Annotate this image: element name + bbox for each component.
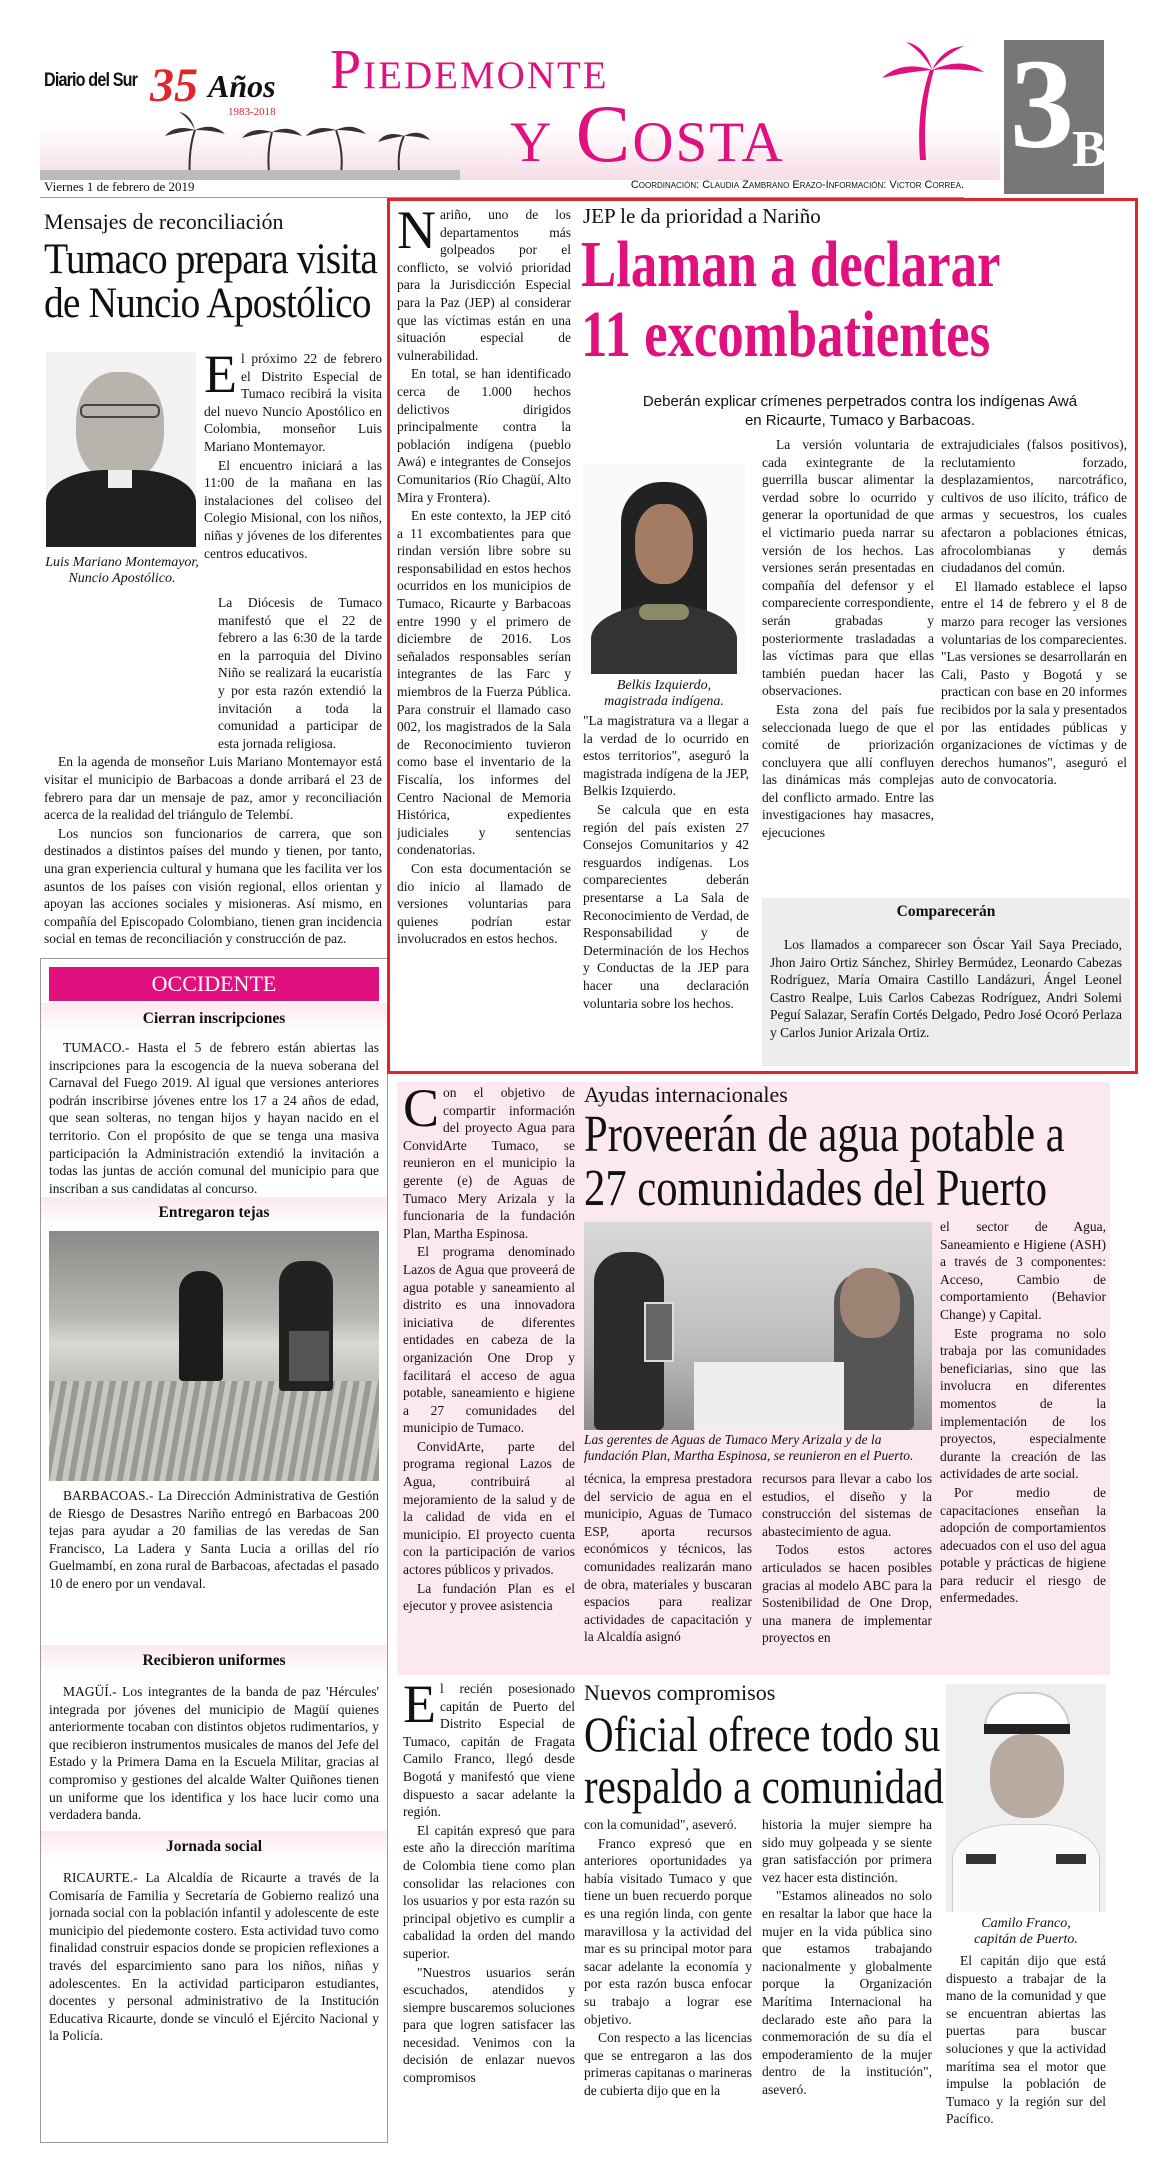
occidente-sidebar [40,958,388,2143]
diario-del-sur-logo: Diario del Sur [44,70,138,91]
oficial-col-1: El recién posesionado capitán de Puerto del Distrito Especial de Tumaco, capitán de Fragata Camilo Franco, llegó desde Bogotá y manifestó que viene dispuesto a sacar adelante la región. El capitán expresó que para este año la dirección marítima de Colombia tiene como plan consolidar las relaciones con los usuarios y por esta razón su principal objetivo es cumplir a cabalidad la orden del mando superior. "Nuestros usuarios serán escuchados, atendidos y siempre buscaremos soluciones para que logren satisfacer las necesidad. Venimos con la decisión de enlazar nuevos compromisos [403,1680,575,2086]
franco-photo [946,1684,1106,1912]
agua-headline-1: Proveerán de agua potable a [584,1106,1065,1163]
agua-col-2: técnica, la empresa prestadora del servicio de agua en el municipio, Aguas de Tumaco ESP, aporta recursos económicos y técnicos, las comunidades realizarán mano de obra, materiales y buscaran espacios para realizar actividades de capacitación y la Alcaldía asignó [584,1471,752,1645]
palm-trees-decoration [40,100,460,180]
occidente-item-1: Cierran inscripciones TUMACO.- Hasta el 5 de febrero están abiertas las inscripciones para la escogencia de la nueva soberana del Carnaval del Fuego 2019. Al igual que versiones anteriores podrán inscribirse jóvenes entre los 17 a 24 años de edad, que sean solteras, no tengan hijos y hayan nacido en el territorio. Con el propósito de que se tenga una masiva participación la Administración extendió la invitación a todas las juntas de acción comunal del municipio para que inscriban a sus candidatas al concurso. [41,1003,387,1193]
jep-headline-1: Llaman a declarar [581,228,1001,301]
jep-col-4: extrajudiciales (falsos positivos), reclutamiento forzado, desplazamientos, narcotráfico, cultivos de uso ilícito, tráfico de armas y secuestros, los cuales afectaron a poblaciones étnicas, afrocolombianas y demás ciudadanos del común. El llamado establece el lapso entre el 14 de febrero y el 8 de marzo para recoger las versiones voluntarias de los comparecientes. "Las versiones se desarrollarán en Cali, Pasto y Bogotá y se practican con base en 20 informes recibidos por la sala y presentados por las entidades públicas y organizaciones de víctimas y de derechos humanos", aseguró el auto de convocatoria. [941,437,1127,788]
jep-col-3: La versión voluntaria de cada exintegrante de la guerrilla buscar alimentar la verdad sobre lo ocurrido y generar la oportunidad de que el victimario pueda narrar su versión de los hechos. Las versiones serán presentadas en compañía del defensor y el compareciente correspondiente, serán grabadas y posteriormente trasladadas a las víctimas para que ellas también puedan hacer las observaciones. Esta zona del país fue seleccionada luego de que el comité de priorización concluyera que allí confluyen las dinámicas más complejas del conflicto armado. Entre las investigaciones hay masacres, ejecuciones [762,437,934,841]
franco-caption: Camilo Franco, capitán de Puerto. [974,1916,1078,1947]
nuncio-body-right: El próximo 22 de febrero el Distrito Especial de Tumaco recibirá la visita del nuevo Nuncio Apostólico en Colombia, monseñor Luis Mariano Montemayor. El encuentro iniciará a las 11:00 de la mañana en las instalaciones del coliseo del Colegio Misional, con los niños, niñas y jóvenes de los diferentes centros educativos. [204,350,382,561]
nuncio-body-full: La Diócesis de Tumaco manifestó que el 22 de febrero a las 6:30 de la tarde en la parroquia del Divino Niño se realizará la eucaristía y por esta razón extendió la invitación a toda la comunidad a participar de esta jornada religiosa. En la agenda de monseñor Luis Mariano Montemayor está visitar el municipio de Barbacoas a donde arribará el 23 de febrero para dar un mensaje de paz, amor y reconciliación acerca de la realidad del triángulo de Telembí. Los nuncios son funcionarios de carrera, que son destinados a distintos países del mundo y tienen, por tanto, una gran experiencia cultural y humana que les facilita ver los asuntos de los países con visión regional, ellos orientan y apoyan las acciones sociales y misioneras. Así mismo, en compañía del Episcopado Colombiano, tienen gran incidencia social en temas de reconciliación y construcción de paz. [44,595,382,947]
masthead [40,33,1107,180]
comparecеran-title: Comparecerán [896,903,996,920]
jep-dropcap: N [397,206,436,260]
oficial-headline-1: Oficial ofrece todo su [584,1706,941,1762]
occidente-item-4: Jornada social RICAURTE.- La Alcaldía de Ricaurte a través de la Comisaría de Familia y Secretaría de Gobierno realizó una jornada social con la población infantil y adolescente de este municipio del piedemonte costero. Esta actividad tuvo como finalidad construir espacios donde se propicien reflexiones a través del esparcimiento sano para los niños, niñas y adolescentes. En la actividad participaron estudiantes, docentes y personal administrativo de la Institución Educativa Ricaurte, donde se vinculó el Ejército Nacional y la Policía. [41,1831,387,2071]
occidente-banner: OCCIDENTE [49,967,379,1001]
tejas-photo [49,1231,379,1481]
page-number: 3 [1010,33,1074,175]
agua-caption: Las gerentes de Aguas de Tumaco Mery Arizala y de la fundación Plan, Martha Espinosa, se reunieron en el Puerto. [584,1432,914,1463]
agua-col-3: recursos para llevar a cabo los estudios, el diseño y la construcción del sistemas de abastecimiento de agua. Todos estos actores articulados se hacen posibles gracias al modelo ABC para la Sostenibilidad de One Drop, una manera de implementar proyectos en [762,1471,932,1646]
comparecеran-box: Comparecerán Los llamados a comparecer son Óscar Yail Saya Preciado, Jhon Jairo Ortiz Sánchez, Shirley Bermúdez, Leonardo Cabezas Rodríguez, María Omaira Castillo Landázuri, Ángel Leonel Castro Realpe, Luis Carlos Cabezas Rodríguez, Andri Solemi Peguí Salazar, Serafín Cortés Delgado, Pedro José Ocoró Perlaza y Carlos Junior Arizala Ortiz. [762,898,1130,1066]
nuncio-story [44,210,382,950]
anniversary-years: 1983-2018 [228,106,276,118]
nuncio-photo [46,352,196,547]
agua-kicker: Ayudas internacionales [584,1082,788,1107]
nuncio-headline-2: de Nuncio Apostólico [44,280,371,327]
section-title-line2: y Costa [510,88,785,179]
nuncio-headline-1: Tumaco prepara visita [44,236,377,283]
oficial-dropcap: E [403,1680,436,1734]
occidente-heading-4: Jornada social [165,1838,263,1855]
occidente-heading-3: Recibieron uniformes [142,1652,286,1669]
page-number-block [1004,33,1107,194]
jep-headline-2: 11 excombatientes [581,298,991,371]
agua-col-4: el sector de Agua, Saneamiento e Higiene (ASH) a través de 3 componentes: Acceso, Cambio de comportamiento (Behavior Change) y Capital. Este programa no solo trabaja por las comunidades beneficiarias, sino que las involucra en diferentes momentos de la implementación de los proyectos, especialmente durante la creación de las actividades de arte social. Por medio de capacitaciones enseñan la adopción de comportamientos adecuados con el uso del agua potable y prácticas de higiene para reducir el riesgo de enfermedades. [940,1219,1106,1606]
oficial-headline-2: respaldo a comunidad [584,1758,944,1814]
pink-palm-icon [860,40,990,160]
occidente-item-3: Recibieron uniformes MAGÜÍ.- Los integrantes de la banda de paz 'Hércules' integrada por jóvenes del municipio de Magüí quienes anteriormente tocaban con distintos objetos rudimentarios, y que recibieron instrumentos musicales de manos del Jefe del Estado y la Primera Dama en la Escuela Militar, gracias al compromiso y gestiones del alcalde Walter Quiñones tienen un uniforme que los identifica y los hace lucir como una verdadera banda. [41,1645,387,1825]
occidente-heading-1: Cierran inscripciones [142,1010,286,1027]
oficial-col-2: con la comunidad", aseveró. Franco expresó que en anteriores oportunidades ya había visitado Tumaco y que tiene un buen recuerdo porque es una región linda, con gente maravillosa y la actividad del mar es su principal motor para sacar adelante la economía y por esta razón busca enfocar su trabajo a lograr ese objetivo. Con respecto a las licencias que se entregaron a las dos primeras capitanas o marineras de cubierta dijo que en la [584,1817,752,2098]
jep-kicker: JEP le da prioridad a Nariño [583,204,821,228]
agua-dropcap: C [403,1084,440,1138]
agua-col-1: Con el objetivo de compartir información del proyecto Agua para ConvidArte Tumaco, se reunieron en el municipio la gerente (e) de Aguas de Tumaco Mery Arizala y la funcionaria de la fundación Plan, Martha Espinosa. El programa denominado Lazos de Agua que proveerá de agua potable y saneamiento al distrito es una innovadora iniciativa de diferentes entidades en cabeza de la organización One Drop y facilitará el acceso de agua potable, saneamiento e higiene a 27 comunidades del municipio de Tumaco. ConvidArte, parte del programa regional Lazos de Agua, contribuirá al mejoramiento de la salud y de la calidad de vida en el municipio. El proyecto cuenta con la participación de varios actores públicos y privados. La fundación Plan es el ejecutor y provee asistencia [403,1084,575,1614]
jep-col-2: "La magistratura va a llegar a la verdad de lo ocurrido en estos territorios", aseguró la magistrada indígena de la JEP, Belkis Izquierdo. Se calcula que en esta región del país existen 27 Consejos Comunitarios y 42 resguardos indígenas. Los comparecientes deberán presentarse a La Sala de Reconocimiento de Verdad, de Responsabilidad y de Determinación de los Hechos y Conductas de la JEP para hacer una declaración voluntaria sobre los hechos. [583,713,749,1011]
jep-deck: Deberán explicar crímenes perpetrados contra los indígenas Awá en Ricaurte, Tumaco y Barbacoas. [642,393,1078,429]
page-letter: B [1072,121,1107,178]
nuncio-kicker: Mensajes de reconciliación [44,209,284,234]
agua-photo [584,1222,932,1430]
anniversary-number: 35 [150,59,198,112]
anniversary-word: Años [208,68,276,104]
belkis-photo [583,464,745,674]
agua-headline-2: 27 comunidades del Puerto [584,1160,1048,1217]
occidente-heading-2: Entregaron tejas [158,1204,270,1221]
issue-date: Viernes 1 de febrero de 2019 [44,179,195,194]
section-title-line1: Piedemonte [330,39,609,101]
date-line [40,178,964,198]
nuncio-dropcap: E [204,350,237,404]
oficial-col-4: El capitán dijo que está dispuesto a trabajar de la mano de la comunidad y que se encuentran abiertas las puertas para buscar soluciones y que la actividad marítima sea el motor que impulse la población de Tumaco y la región sur del Pacífico. [946,1953,1106,2127]
occidente-item-2: Entregaron tejas BARBACOAS.- La Dirección Administrativa de Gestión de Riesgo de Desastres Nariño entregó en Barbacoas 200 tejas para ayudar a 20 familias de las veredas de San Francisco, La Ladera y Santa Lucia a orillas del río Guelmambí, en zona rural de Barbacoas, afectadas el pasado 10 de enero por un vendaval. [41,1197,387,1597]
jep-col-1: Nariño, uno de los departamentos más golpeados por el conflicto, se volvió prioridad para la Jurisdicción Especial para la Paz (JEP) al considerar que las víctimas están en una situación especial de vulnerabilidad. En total, se han identificado cerca de 1.000 hechos delictivos dirigidos principalmente contra la población indígena (pueblo Awá) e integrantes de Consejos Comunitarios (Río Chagüí, Alto Mira y Frontera). En este contexto, la JEP citó a 11 excombatientes para que rindan versión libre sobre su responsabilidad en estos hechos ocurridos en los municipios de Tumaco, Ricaurte y Barbacoas entre 1990 y el primero de diciembre de 2016. Los señalados responsables serían integrantes de las Farc y miembros de la Fuerza Pública. Para construir el llamado caso 002, los magistrados de la Sala de Reconocimiento tuvieron como base el inventario de la Fiscalía, los informes del Centro Nacional de Memoria Histórica, expedientes judiciales y sentencias condenatorias. Con esta documentación se dio inicio al llamado de versiones voluntarias para quienes podrían estar involucrados en estos hechos. [397,206,571,947]
oficial-col-3: historia la mujer siempre ha sido muy golpeada y se siente gran satisfacción por primera vez hacer esta distinción. "Estamos alineados no solo en resaltar la labor que hace la mujer en la vida pública sino que estamos trabajando nacionalmente y globalmente porque la Organización Marítima Internacional ha declarado este año para la conmemoración de su día el empoderamiento de la mujer dentro de la institución", aseveró. [762,1817,932,2097]
oficial-kicker: Nuevos compromisos [584,1680,776,1705]
credits: Coordinación: Claudia Zambrano Erazo-Información: Victor Correa. [630,179,964,191]
belkis-caption: Belkis Izquierdo, magistrada indígena. [604,678,724,709]
nuncio-caption: Luis Mariano Montemayor, Nuncio Apostólico. [45,555,199,586]
